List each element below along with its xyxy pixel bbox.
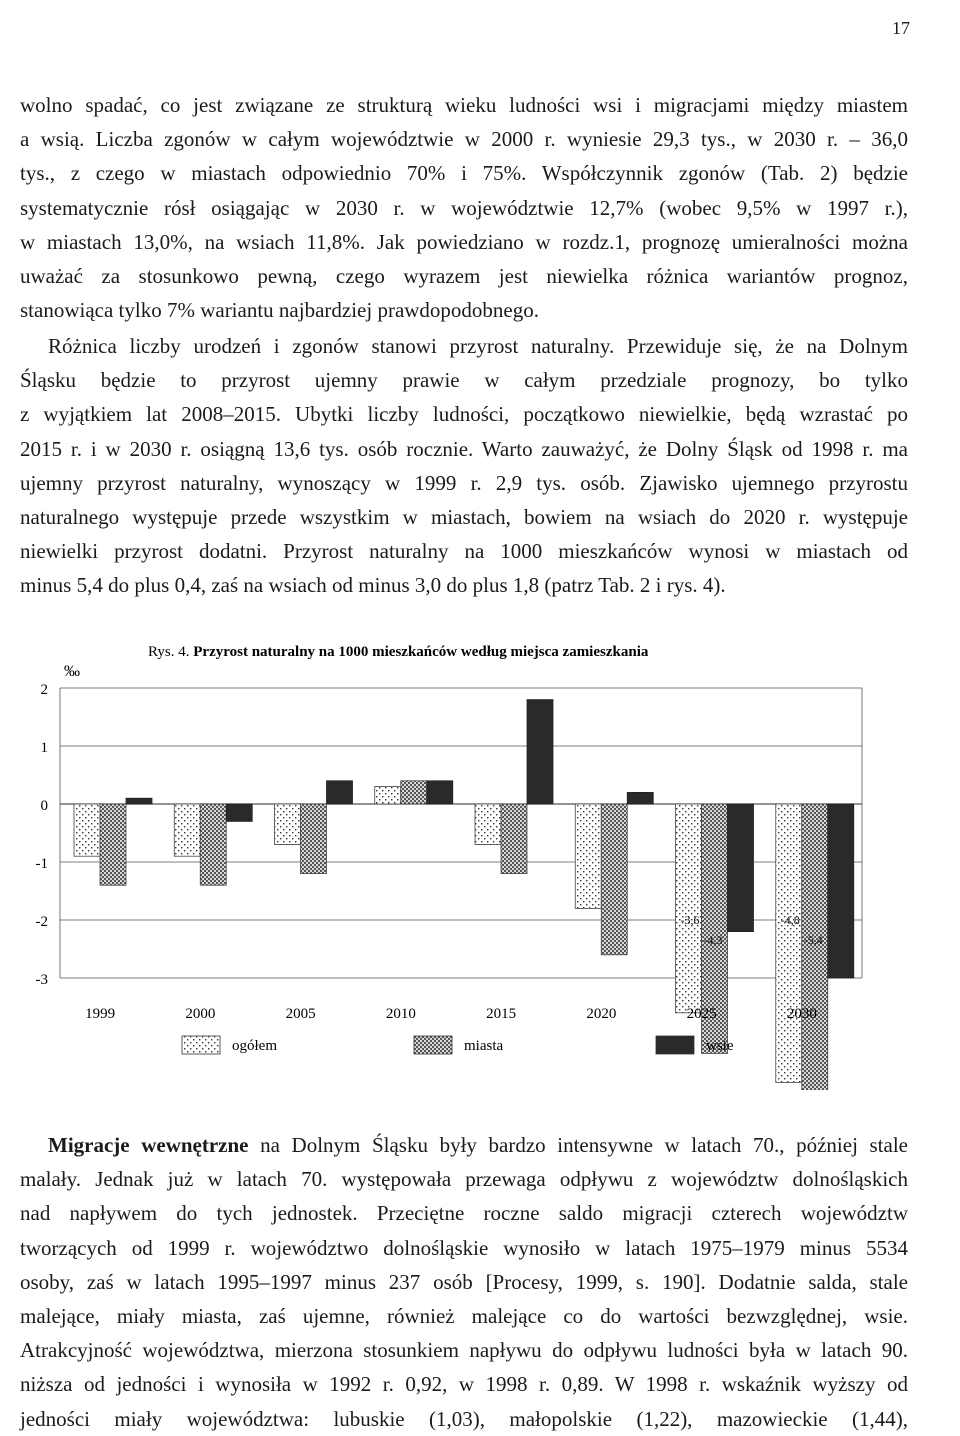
text-line: naturalnego występuje przede wszystkim w miastach, bowiem na wsiach do 2020 r. występuje xyxy=(20,505,908,530)
text-line: uważać za stosunkowo pewną, czego wyrazem jest niewielka różnica wariantów prognoz, xyxy=(20,264,908,289)
text-line: systematycznie rósł osiągając w 2030 r. w województwie 12,7% (wobec 9,5% w 1997 r.), xyxy=(20,195,908,220)
text-line: malały. Jednak już w latach 70. występowała przewaga odpływu z województw dolnośląskich xyxy=(20,1167,908,1192)
bar-ogółem-2000 xyxy=(174,804,200,856)
figure-rys-4 xyxy=(0,630,960,1090)
bar-miasta-2020 xyxy=(601,804,627,955)
x-tick-label: 2005 xyxy=(285,1006,316,1022)
data-label: -4,8 xyxy=(780,913,800,927)
bar-miasta-2005 xyxy=(301,804,327,874)
bar-miasta-2030 xyxy=(802,804,828,1090)
text-line: Atrakcyjność województwa, mierzona stosunkiem napływu do odpływu ludności była w latach 90. xyxy=(20,1338,908,1363)
text-line: z wyjątkiem lat 2008–2015. Ubytki liczby ludności, początkowo niewielkie, będą wzrastać po xyxy=(20,402,908,427)
y-axis-label: ‰ xyxy=(64,663,80,680)
bar-ogółem-2005 xyxy=(275,804,301,845)
x-tick-label: 2000 xyxy=(185,1006,216,1022)
y-tick-label: 0 xyxy=(40,798,48,814)
bar-wsie-2025 xyxy=(728,804,754,932)
paragraph-3 xyxy=(20,1128,908,1436)
y-tick-label: 1 xyxy=(40,740,48,756)
bar-miasta-2015 xyxy=(501,804,527,874)
text-line: nad napływem do tych jednostek. Przeciętne roczne saldo migracji czterech województw xyxy=(20,1201,908,1226)
caption-title: Przyrost naturalny na 1000 mieszkańców według miejsca zamieszkania xyxy=(193,644,649,660)
bar-wsie-2005 xyxy=(327,781,353,804)
text-line: wolno spadać, co jest związane ze strukturą wieku ludności wsi i migracjami między miastem xyxy=(20,93,908,117)
legend-label: wsie xyxy=(706,1038,734,1054)
bar-wsie-2015 xyxy=(527,700,553,804)
page-number: 17 xyxy=(892,18,910,38)
data-label: -5,4 xyxy=(803,933,823,947)
text-line: malejące, miały miasta, zaś ujemne, również malejące co do wartości bezwzględnej, wsie. xyxy=(20,1304,908,1329)
x-tick-label: 2030 xyxy=(786,1006,817,1022)
x-tick-label: 2020 xyxy=(586,1006,617,1022)
x-tick-label: 1999 xyxy=(85,1006,116,1022)
bar-wsie-2030 xyxy=(828,804,854,978)
text-line: Różnica liczby urodzeń i zgonów stanowi przyrost naturalny. Przewiduje się, że na Dolnym xyxy=(48,334,908,358)
bar-miasta-1999 xyxy=(100,804,126,885)
data-label: -3,6 xyxy=(680,913,700,927)
y-tick-label: -3 xyxy=(35,972,48,988)
text-line: a wsią. Liczba zgonów w całym województwie w 2000 r. wyniesie 29,3 tys., w 2030 r. – 36,0 xyxy=(20,127,908,152)
bar-miasta-2000 xyxy=(200,804,226,885)
bar-ogółem-2010 xyxy=(375,787,401,804)
y-tick-label: -1 xyxy=(35,856,48,872)
bar-ogółem-2025 xyxy=(676,804,702,1013)
y-tick-label: 2 xyxy=(40,682,48,698)
caption-prefix: Rys. 4. xyxy=(148,644,194,660)
text-line: niższa od jedności i wynosiła w 1992 r. 0,92, w 1998 r. 0,89. W 1998 r. wskaźnik wyższy od xyxy=(20,1372,908,1397)
y-tick-label: -2 xyxy=(35,914,48,930)
bar-chart xyxy=(0,630,960,1090)
text-line: tworzących od 1999 r. województwo dolnośląskie wynosiło w latach 1975–1979 minus 5534 xyxy=(20,1235,908,1260)
legend-swatch-miasta xyxy=(414,1036,452,1054)
bold-heading: Migracje wewnętrzne xyxy=(48,1133,249,1157)
text-line: stanowiąca tylko 7% wariantu najbardziej prawdopodobnego. xyxy=(20,298,540,323)
text-run: na Dolnym Śląsku były bardzo intensywne w latach 70., później stale xyxy=(248,1133,908,1157)
bar-wsie-1999 xyxy=(126,798,152,804)
paragraph-2 xyxy=(20,329,908,603)
legend-swatch-wsie xyxy=(656,1036,694,1054)
text-line: Śląsku będzie to przyrost ujemny prawie w całym przedziale prognozy, bo tylko xyxy=(20,368,908,393)
bar-wsie-2010 xyxy=(427,781,453,804)
text-line: niewielki przyrost dodatni. Przyrost naturalny na 1000 mieszkańców wynosi w miastach od xyxy=(20,539,908,564)
bar-ogółem-2030 xyxy=(776,804,802,1082)
bar-miasta-2010 xyxy=(401,781,427,804)
legend-label: ogółem xyxy=(232,1038,277,1054)
bar-wsie-2020 xyxy=(627,792,653,804)
x-tick-label: 2015 xyxy=(486,1006,517,1022)
text-line xyxy=(20,1128,908,1162)
legend-label: miasta xyxy=(464,1038,504,1054)
text-line: jedności miały województwa: lubuskie (1,03), małopolskie (1,22), mazowieckie (1,44), xyxy=(20,1406,908,1431)
bar-ogółem-1999 xyxy=(74,804,100,856)
text-line: osoby, zaś w latach 1995–1997 minus 237 osób [Procesy, 1999, s. 190]. Dodatnie salda, stale xyxy=(20,1269,908,1294)
bar-ogółem-2020 xyxy=(575,804,601,908)
text-line: w miastach 13,0%, na wsiach 11,8%. Jak powiedziano w rozdz.1, prognozę umieralności można xyxy=(20,229,908,254)
x-tick-label: 2010 xyxy=(385,1006,416,1022)
text-line: ujemny przyrost naturalny, wynoszący w 1999 r. 2,9 tys. osób. Zjawisko ujemnego przyrostu xyxy=(20,470,908,495)
bar-wsie-2000 xyxy=(226,804,252,821)
text-line: 2015 r. i w 2030 r. osiągną 13,6 tys. osób rocznie. Warto zauważyć, że Dolny Śląsk od 1998 r. ma xyxy=(20,436,908,461)
x-tick-label: 2025 xyxy=(686,1006,717,1022)
text-line: tys., z czego w miastach odpowiednio 70% i 75%. Współczynnik zgonów (Tab. 2) będzie xyxy=(20,161,908,186)
data-label: -4,3 xyxy=(703,933,723,947)
legend-swatch-ogolem xyxy=(182,1036,220,1054)
figure-caption xyxy=(148,644,649,660)
text-line: minus 5,4 do plus 0,4, zaś na wsiach od minus 3,0 do plus 1,8 (patrz Tab. 2 i rys. 4). xyxy=(20,573,726,598)
bar-ogółem-2015 xyxy=(475,804,501,845)
paragraph-1 xyxy=(20,88,908,327)
